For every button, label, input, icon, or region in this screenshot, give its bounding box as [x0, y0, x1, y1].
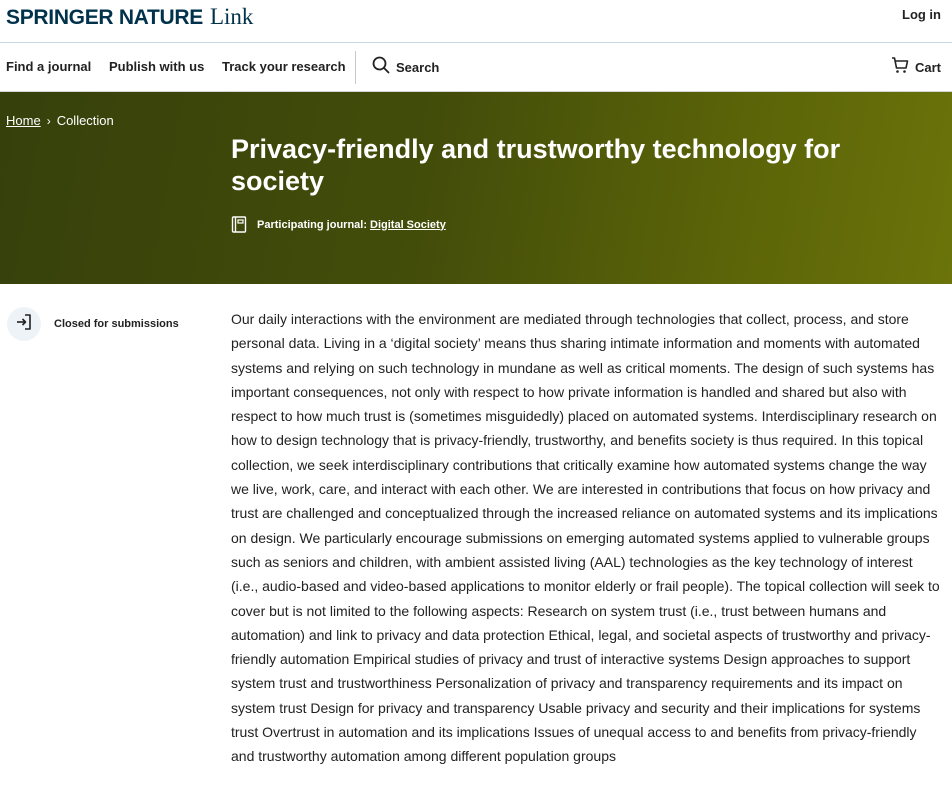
search-icon	[372, 56, 390, 79]
cart-button[interactable]	[891, 56, 941, 79]
nav-publish-with-us[interactable]: Publish with us	[109, 59, 205, 74]
journal-icon	[231, 216, 247, 233]
collection-description: Our daily interactions with the environment are mediated through technologies that collect, process, and store personal data. Living in a ‘digital society’ means thus sharing intimate information and moments with automated systems and relying on such technology in mundane as well as critical moments. The design of such systems has important consequences, not only with respect to how private information is handled and shared but also with respect to how much trust is (sometimes misguidedly) placed on automated systems. Interdisciplinary research on how to design technology that is privacy-friendly, trustworthy, and benefits society is thus required. In this topical collection, we seek interdisciplinary contributions that critically examine how automated systems change the way we live, work, care, and interact with each other. We are interested in contributions that focus on how privacy and trust are challenged and conceptualized through the increased reliance on automated systems and its implications on design. We particularly encourage submissions on emerging automated systems applied to vulnerable groups such as seniors and children, with ambient assisted living (AAL) technologies as the key technology of interest (i.e., audio-based and video-based applications to monitor elderly or frail people). The topical collection will seek to cover but is not limited to the following aspects: Research on system trust (i.e., trust between humans and automation) and link to privacy and data protection Ethical, legal, and societal aspects of trustworthy and privacy-friendly automation Empirical studies of privacy and trust of interactive systems Design approaches to support system trust and trustworthiness Personalization of privacy and transparency requirements and its impact on system trust Design for privacy and transparency Usable privacy and security and their implications for systems trust Overtrust in automation and its implications Issues of unequal access to and benefits from privacy-friendly and trustworthy automation among different population groups	[231, 311, 940, 765]
status-icon-circle	[7, 307, 41, 341]
chevron-right-icon: ›	[46, 113, 51, 128]
nav-find-a-journal[interactable]: Find a journal	[6, 59, 92, 74]
springer-nature-link-logo[interactable]	[6, 4, 253, 30]
brand-link-text: Link	[209, 4, 254, 29]
breadcrumb	[6, 113, 114, 128]
nav-divider	[355, 51, 356, 84]
login-link[interactable]: Log in	[902, 7, 941, 22]
journal-prefix: Participating journal:	[257, 218, 368, 231]
cart-label: Cart	[914, 60, 941, 75]
search-label: Search	[396, 60, 440, 75]
status-label: Closed for submissions	[54, 318, 179, 330]
brand-main-text: SPRINGER NATURE	[6, 6, 203, 29]
search-button[interactable]	[372, 56, 439, 79]
closed-submissions-icon	[15, 313, 33, 336]
participating-journal	[231, 216, 446, 233]
collection-hero	[0, 92, 952, 284]
journal-link[interactable]: Digital Society	[370, 218, 446, 231]
breadcrumb-current: Collection	[56, 113, 114, 128]
top-bar	[0, 0, 952, 43]
breadcrumb-home[interactable]: Home	[6, 113, 41, 128]
main-nav	[0, 43, 952, 92]
nav-track-your-research[interactable]: Track your research	[222, 59, 346, 74]
submission-status	[7, 307, 179, 341]
page-title: Privacy-friendly and trustworthy technology for society	[231, 134, 841, 196]
cart-icon	[891, 56, 909, 79]
